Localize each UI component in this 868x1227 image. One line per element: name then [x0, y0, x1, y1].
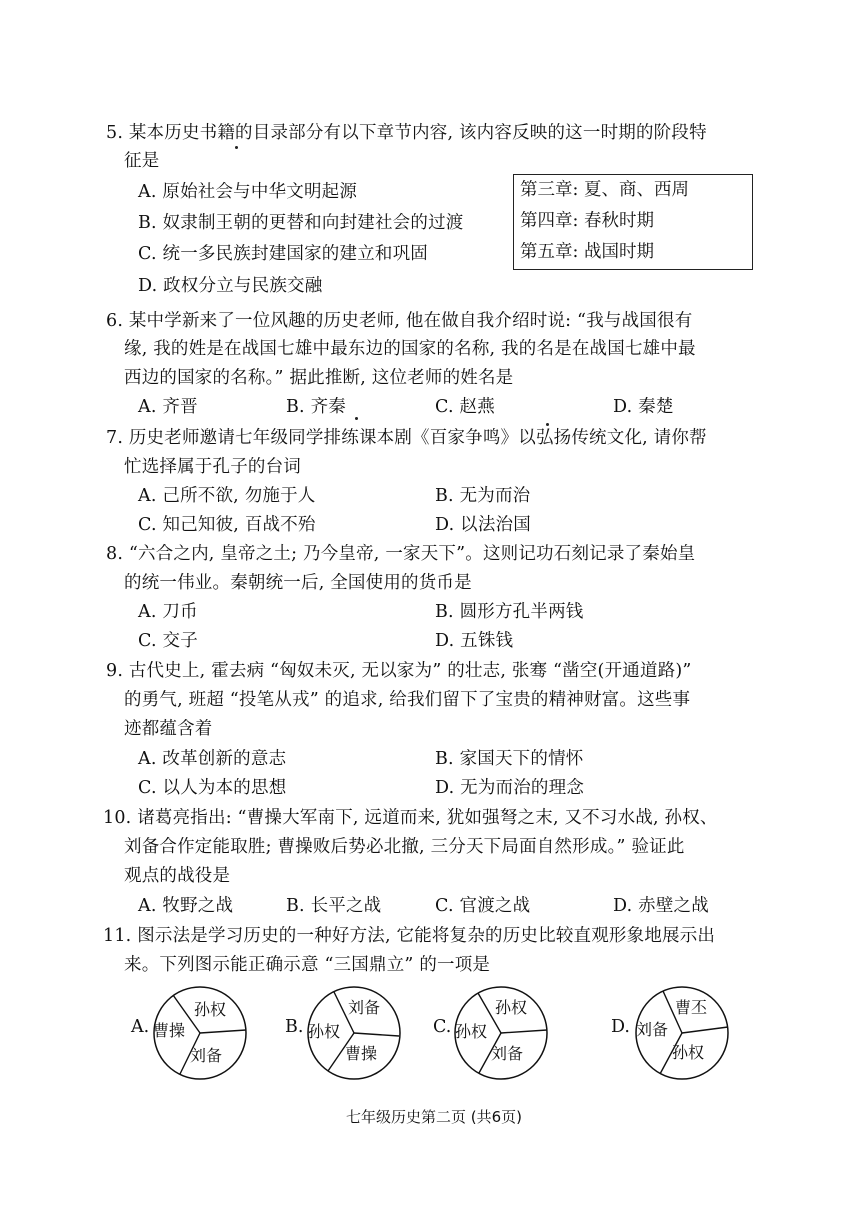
- q5-table-of-contents-box: [513, 174, 753, 270]
- toc-row: 第五章: 战国时期: [520, 242, 654, 262]
- q11-c-name: 刘备: [491, 1044, 524, 1063]
- q9-option-b: B. 家国天下的情怀: [435, 749, 584, 769]
- q11-option-b-pie-diagram: [304, 983, 404, 1083]
- q8-option-d: D. 五铢钱: [435, 631, 514, 651]
- q11-c-name: 孙权: [455, 1022, 488, 1041]
- q7-option-b: B. 无为而治: [435, 486, 531, 506]
- q10-stem-line3: 观点的战役是: [124, 866, 231, 886]
- q11-d-name: 刘备: [636, 1020, 669, 1039]
- q9-option-a: A. 改革创新的意志: [138, 749, 287, 769]
- q10-option-a: A. 牧野之战: [138, 896, 234, 916]
- q6-stem-line2: 缘, 我的姓是在战国七雄中最东边的国家的名称, 我的名是在战国七雄中最: [124, 339, 696, 359]
- page-footer: 七年级历史第二页 (共6页): [345, 1108, 523, 1126]
- q10-stem-line2: 刘备合作定能取胜; 曹操败后势必北撤, 三分天下局面自然形成。” 验证此: [124, 837, 685, 857]
- q9-option-d: D. 无为而治的理念: [435, 778, 585, 798]
- q6-stem-line3: 西边的国家的名称。” 据此推断, 这位老师的姓名是: [124, 368, 514, 388]
- q11-a-name: 孙权: [194, 1000, 227, 1019]
- q8-option-a: A. 刀币: [138, 602, 198, 622]
- q11-option-a-pie-diagram: [150, 983, 250, 1083]
- q11-option-c-label: C.: [433, 1017, 452, 1037]
- q5-option-b: B. 奴隶制王朝的更替和向封建社会的过渡: [138, 213, 464, 233]
- q8-option-c: C. 交子: [138, 631, 198, 651]
- q11-option-d-label: D.: [611, 1017, 630, 1037]
- q6-option-a: A. 齐晋: [138, 397, 198, 417]
- q11-option-a-label: A.: [131, 1017, 150, 1037]
- q6-stem-line1: 6. 某中学新来了一位风趣的历史老师, 他在做自我介绍时说: “我与战国很有: [106, 311, 693, 331]
- emphasis-dot: [546, 423, 549, 426]
- q6-option-b: B. 齐秦: [286, 397, 346, 417]
- q9-stem-line2: 的勇气, 班超 “投笔从戎” 的追求, 给我们留下了宝贵的精神财富。这些事: [124, 690, 691, 710]
- q9-stem-line3: 迹都蕴含着: [124, 719, 213, 739]
- q10-option-c: C. 官渡之战: [435, 896, 531, 916]
- q9-stem-line1: 9. 古代史上, 霍去病 “匈奴未灭, 无以家为” 的壮志, 张骞 “凿空(开通道路)”: [106, 661, 692, 681]
- q11-stem-line1: 11. 图示法是学习历史的一种好方法, 它能将复杂的历史比较直观形象地展示出: [103, 926, 716, 946]
- emphasis-dot: [355, 417, 358, 420]
- q10-option-d: D. 赤壁之战: [613, 896, 709, 916]
- q5-option-c: C. 统一多民族封建国家的建立和巩固: [138, 244, 428, 264]
- q7-option-c: C. 知己知彼, 百战不殆: [138, 515, 316, 535]
- q7-option-d: D. 以法治国: [435, 515, 531, 535]
- q5-option-d: D. 政权分立与民族交融: [138, 276, 323, 296]
- q7-option-a: A. 己所不欲, 勿施于人: [138, 486, 316, 506]
- q10-stem-line1: 10. 诸葛亮指出: “曹操大军南下, 远道而来, 犹如强弩之末, 又不习水战, 孙权、: [103, 808, 718, 828]
- q11-d-name: 曹丕: [675, 998, 708, 1017]
- q11-a-name: 刘备: [190, 1046, 223, 1065]
- q11-b-name: 刘备: [348, 998, 381, 1017]
- q11-option-c-pie-diagram: [451, 983, 551, 1083]
- q11-d-name: 孙权: [672, 1043, 705, 1062]
- q5-option-a: A. 原始社会与中华文明起源: [138, 182, 358, 202]
- q7-stem-line2: 忙选择属于孔子的台词: [124, 457, 301, 477]
- q8-option-b: B. 圆形方孔半两钱: [435, 602, 584, 622]
- q11-stem-line2: 来。下列图示能正确示意 “三国鼎立” 的一项是: [124, 955, 491, 975]
- q6-option-d: D. 秦楚: [613, 397, 674, 417]
- q7-stem-line1: 7. 历史老师邀请七年级同学排练课本剧《百家争鸣》以弘扬传统文化, 请你帮: [106, 428, 707, 448]
- q11-option-b-label: B.: [285, 1017, 304, 1037]
- q6-option-c: C. 赵燕: [435, 397, 495, 417]
- toc-row: 第四章: 春秋时期: [520, 211, 654, 231]
- q11-a-name: 曹操: [153, 1021, 186, 1040]
- q5-stem-line1: 5. 某本历史书籍的目录部分有以下章节内容, 该内容反映的这一时期的阶段特: [106, 123, 707, 143]
- q11-b-name: 曹操: [345, 1044, 378, 1063]
- q11-c-name: 孙权: [495, 998, 528, 1017]
- q5-stem-line2: 征是: [124, 151, 160, 171]
- emphasis-dot: [235, 146, 238, 149]
- q9-option-c: C. 以人为本的思想: [138, 778, 287, 798]
- q11-b-name: 孙权: [308, 1022, 341, 1041]
- toc-row: 第三章: 夏、商、西周: [520, 180, 689, 200]
- q8-stem-line2: 的统一伟业。秦朝统一后, 全国使用的货币是: [124, 573, 472, 593]
- q10-option-b: B. 长平之战: [286, 896, 382, 916]
- q8-stem-line1: 8. “六合之内, 皇帝之土; 乃今皇帝, 一家天下”。这则记功石刻记录了秦始皇: [106, 544, 696, 564]
- q11-option-d-pie-diagram: [632, 983, 732, 1083]
